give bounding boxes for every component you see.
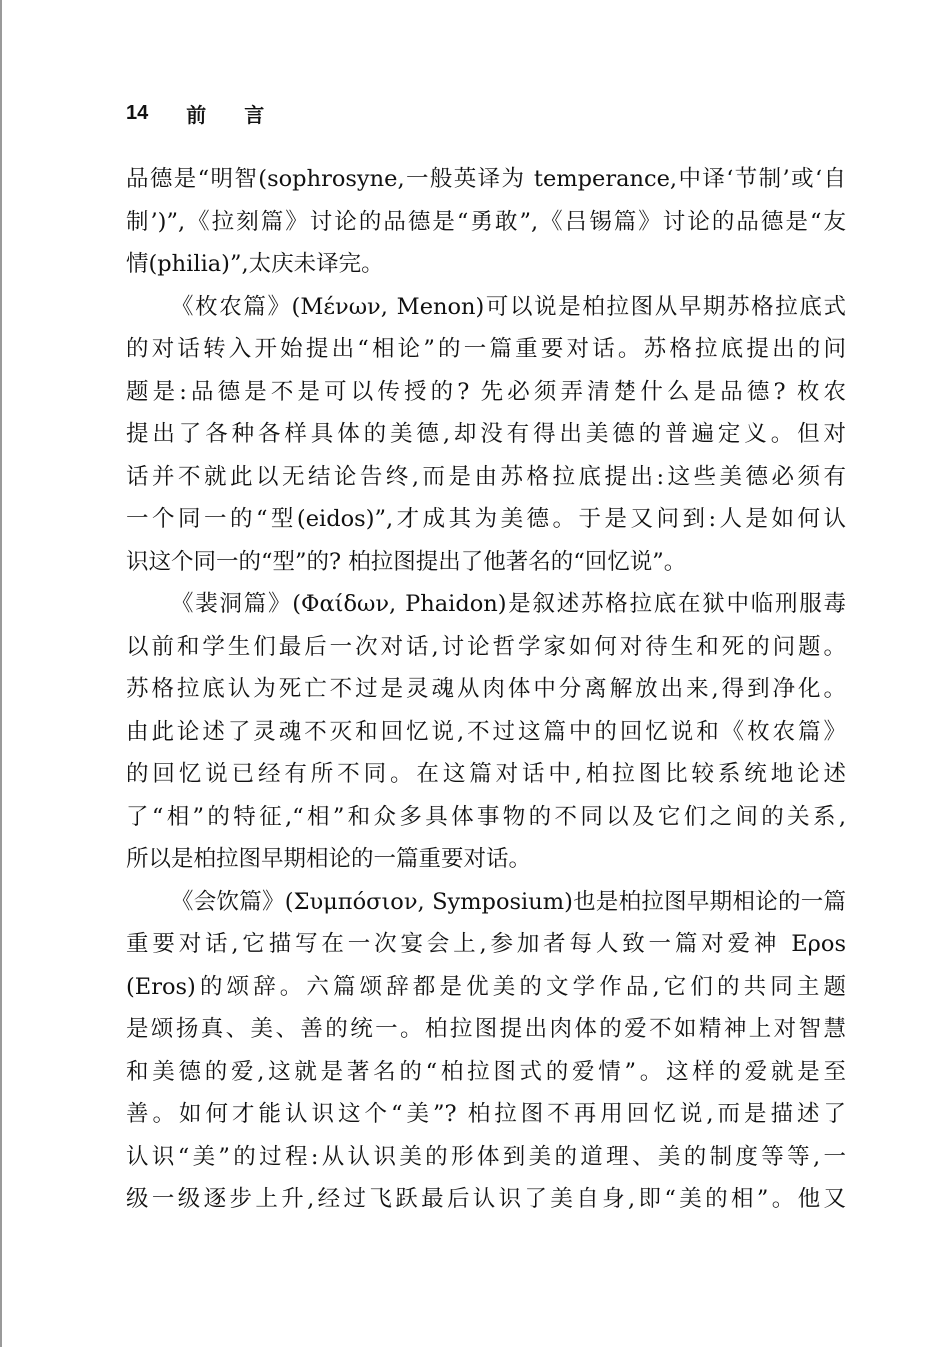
page-number: 14 bbox=[126, 101, 149, 124]
page-left-border bbox=[0, 0, 2, 1347]
text-line: 和美德的爱,这就是著名的“柏拉图式的爱情”。这样的爱就是至 bbox=[126, 1058, 846, 1085]
text-line: 话并不就此以无结论告终,而是由苏格拉底提出:这些美德必须有 bbox=[126, 463, 846, 490]
text-line: 了“相”的特征,“相”和众多具体事物的不同以及它们之间的关系, bbox=[126, 803, 846, 830]
header-title-char-2: 言 bbox=[244, 102, 265, 127]
text-line: 提出了各种各样具体的美德,却没有得出美德的普遍定义。但对 bbox=[126, 421, 846, 447]
paragraph-start-line: 《枚农篇》(Μένων, Menon)可以说是柏拉图从早期苏格拉底式 bbox=[171, 293, 846, 320]
text-line: 所以是柏拉图早期相论的一篇重要对话。 bbox=[126, 846, 532, 872]
text-line: 由此论述了灵魂不灭和回忆说,不过这篇中的回忆说和《枚农篇》 bbox=[126, 718, 846, 745]
text-line: 制’)”,《拉刻篇》讨论的品德是“勇敢”,《吕锡篇》讨论的品德是“友 bbox=[126, 208, 846, 235]
text-line: 一个同一的“型(eidos)”,才成其为美德。于是又问到:人是如何认 bbox=[126, 506, 846, 532]
text-line: 重要对话,它描写在一次宴会上,参加者每人致一篇对爱神 Ερos bbox=[126, 931, 846, 957]
text-line: 善。如何才能认识这个“美”? 柏拉图不再用回忆说,而是描述了 bbox=[126, 1101, 846, 1127]
text-line: 的回忆说已经有所不同。在这篇对话中,柏拉图比较系统地论述 bbox=[126, 761, 846, 787]
running-header bbox=[126, 98, 264, 128]
text-line: 识这个同一的“型”的? 柏拉图提出了他著名的“回忆说”。 bbox=[126, 548, 687, 575]
text-line: 的对话转入开始提出“相论”的一篇重要对话。苏格拉底提出的问 bbox=[126, 336, 846, 362]
header-title-char-1: 前 bbox=[186, 102, 207, 127]
text-line: 级一级逐步上升,经过飞跃最后认识了美自身,即“美的相”。他又 bbox=[126, 1186, 846, 1212]
text-line: 题是:品德是不是可以传授的? 先必须弄清楚什么是品德? 枚农 bbox=[126, 378, 846, 405]
text-line: 情(philia)”,太庆未译完。 bbox=[126, 251, 384, 277]
paragraph-start-line: 《裴洞篇》(Φαίδων, Phaidon)是叙述苏格拉底在狱中临刑服毒 bbox=[171, 591, 846, 617]
text-line: 是颂扬真、美、善的统一。柏拉图提出肉体的爱不如精神上对智慧 bbox=[126, 1016, 846, 1042]
text-line: 以前和学生们最后一次对话,讨论哲学家如何对待生和死的问题。 bbox=[126, 633, 846, 660]
text-line: 认识“美”的过程:从认识美的形体到美的道理、美的制度等等,一 bbox=[126, 1143, 846, 1170]
text-line: (Eros)的颂辞。六篇颂辞都是优美的文学作品,它们的共同主题 bbox=[126, 973, 846, 1000]
text-line: 品德是“明智(sophrosyne,一般英译为 temperance,中译‘节制’或‘自 bbox=[126, 166, 846, 192]
text-line: 苏格拉底认为死亡不过是灵魂从肉体中分离解放出来,得到净化。 bbox=[126, 676, 846, 702]
paragraph-start-line: 《会饮篇》(Συμπόσιον, Symposium)也是柏拉图早期相论的一篇 bbox=[171, 888, 846, 915]
body-text bbox=[126, 158, 846, 1221]
